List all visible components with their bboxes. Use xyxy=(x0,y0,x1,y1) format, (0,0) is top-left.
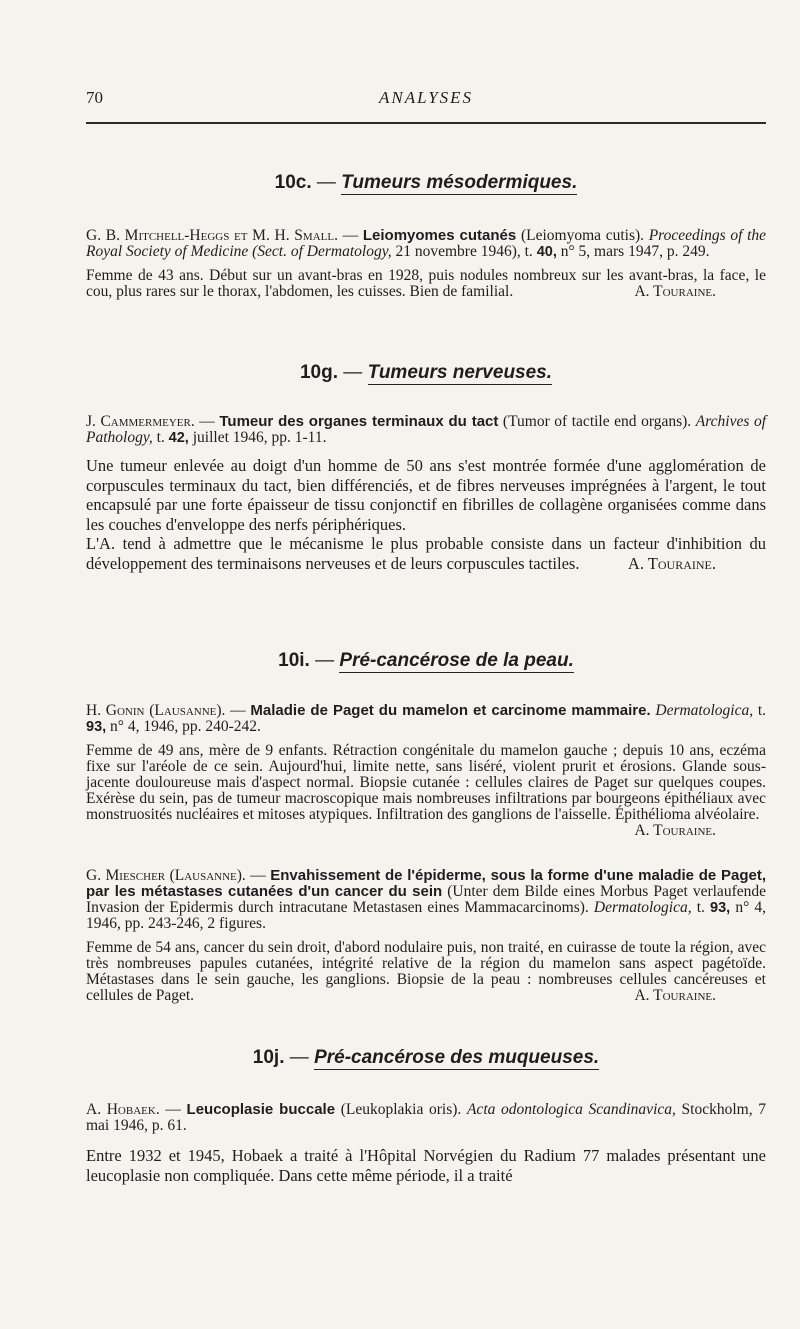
section-title-10i: 10i. — Pré-cancérose de la peau. xyxy=(278,650,574,671)
signature: A. Touraine. xyxy=(627,553,716,573)
entry-hobaek xyxy=(86,1102,766,1185)
signature: A. Touraine. xyxy=(634,822,716,839)
reference: G. Miescher (Lausanne). — Envahissement de l'épiderme, sous la forme d'une maladie de Paget, par les métastases cutanées d'un cancer du sein (Unter dem Bilde eines Morbus Paget verlaufende Invasion der Epidermis durch intracutane Metastasen eines Mammacarcinoms). Dermatologica, t. 93, n° 4, 1946, pp. 243-246, 2 figures. xyxy=(86,867,767,932)
entry-gonin xyxy=(86,703,766,839)
abstract: Femme de 43 ans. Début sur un avant-bras en 1928, puis nodules nombreux sur les avant-bras, la face, le cou, plus rares sur le thorax, l'abdomen, les cuisses. Bien de familial. A. Touraine. xyxy=(86,267,766,300)
running-title: ANALYSES xyxy=(378,88,474,107)
entry-miescher xyxy=(86,868,766,1004)
running-head xyxy=(86,88,766,110)
reference: G. B. Mitchell-Heggs et M. H. Small. — Leiomyomes cutanés (Leiomyoma cutis). Proceedings of the Royal Society of Medicine (Sect. of Dermatology, 21 novembre 1946), t. 40, n° 5, mars 1947, p. 249. xyxy=(86,227,767,260)
page-number: 70 xyxy=(86,88,103,107)
section-title-10g: 10g. — Tumeurs nerveuses. xyxy=(299,362,553,383)
entry-cammermeyer xyxy=(86,414,766,573)
abstract-paragraph: L'A. tend à admettre que le mécanisme le plus probable consiste dans un facteur d'inhibition du développement des terminaisons nerveuses et de leurs corpuscules tactiles. A. Touraine. xyxy=(86,534,766,573)
section-title-10c: 10c. — Tumeurs mésodermiques. xyxy=(274,172,578,193)
reference: J. Cammermeyer. — Tumeur des organes terminaux du tact (Tumor of tactile end organs). Archives of Pathology, t. 42, juillet 1946, pp. 1-11. xyxy=(86,413,766,446)
abstract xyxy=(86,456,766,573)
section-title-10j: 10j. — Pré-cancérose des muqueuses. xyxy=(252,1047,600,1068)
entry-mitchell-heggs xyxy=(86,228,766,300)
abstract-paragraph: Une tumeur enlevée au doigt d'un homme de 50 ans s'est montrée formée d'une agglomération de corpuscules terminaux du tact, bien différenciés, et de fibres nerveuses imprégnées à l'argent, le tout encapsulé par une forte épaisseur de tissu conjonctif en fibrilles de collagène organisées comme dans les couches d'enveloppe des nerfs périphériques. xyxy=(86,456,766,534)
abstract: Femme de 54 ans, cancer du sein droit, d'abord nodulaire puis, non traité, en cuirasse de toute la région, avec très nombreuses papules cutanées, intégrité relative de la région du mamelon sans aspect pagétoïde. Métastases dans le sein gauche, les ganglions. Biopsie de la peau : nombreuses cellules cancéreuses et cellules de Paget. A. Touraine. xyxy=(86,939,766,1004)
abstract: Entre 1932 et 1945, Hobaek a traité à l'Hôpital Norvégien du Radium 77 malades présentant une leucoplasie non compliquée. Dans cette même période, il a traité xyxy=(86,1146,766,1185)
signature: A. Touraine. xyxy=(634,987,716,1004)
reference: A. Hobaek. — Leucoplasie buccale (Leukoplakia oris). Acta odontologica Scandinavica, Stockholm, 7 mai 1946, p. 61. xyxy=(86,1101,767,1134)
abstract: Femme de 49 ans, mère de 9 enfants. Rétraction congénitale du mamelon gauche ; depuis 10 ans, eczéma fixe sur l'aréole de ce sein. Aujourd'hui, limite nette, sans liséré, violent prurit et érosions. Glande sous-jacente douloureuse mais d'aspect normal. Biopsie cutanée : cellules claires de Paget sur quelques coupes. Exérèse du sein, pas de tumeur macroscopique mais nombreuses infiltrations par bourgeons épithéliaux avec monstruosités nucléaires et mitoses atypiques. Infiltration des ganglions de l'aisselle. Épithélioma alvéolaire. A. Touraine. xyxy=(86,742,766,839)
signature: A. Touraine. xyxy=(634,283,716,300)
reference: H. Gonin (Lausanne). — Maladie de Paget du mamelon et carcinome mammaire. Dermatologica, t. 93, n° 4, 1946, pp. 240-242. xyxy=(86,702,767,735)
header-rule xyxy=(86,122,766,124)
